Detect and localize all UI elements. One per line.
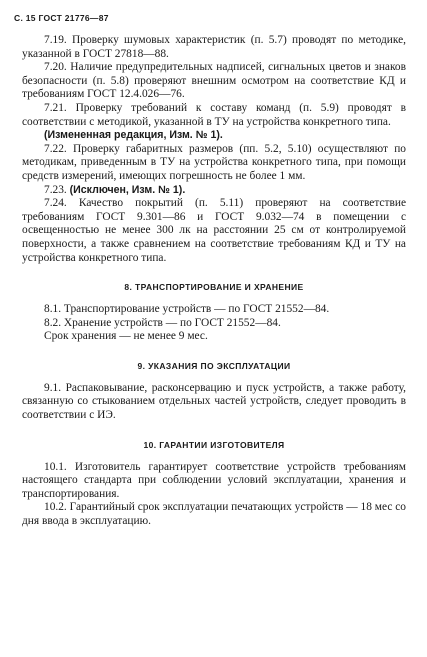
paragraph-10-1: 10.1. Изготовитель гарантирует соответствие устройств требованиям настоящего стандарта при соблюдении условий эксплуатации, хранения и транспортирования. bbox=[22, 460, 406, 500]
paragraph-7-22: 7.22. Проверку габаритных размеров (пп. 5.2, 5.10) осуществляют по методикам, приведенным в ТУ на устройства конкретного типа, при помощи средств измерений, имеющих погрешность не более 1 мм. bbox=[22, 142, 406, 182]
paragraph-9-1: 9.1. Распаковывание, расконсервацию и пуск устройств, а также работу, связанную со стыкованием отдельных частей устройств, следует проводить в соответствии с ИЭ. bbox=[22, 381, 406, 422]
paragraph-7-23-note: (Исключен, Изм. № 1). bbox=[69, 183, 186, 196]
amendment-note: (Измененная редакция, Изм. № 1). bbox=[44, 129, 223, 142]
section-10-title: 10. ГАРАНТИИ ИЗГОТОВИТЕЛЯ bbox=[143, 439, 285, 450]
paragraph-7-21: 7.21. Проверку требований к составу команд (п. 5.9) проводят в соответствии с методикой, указанной в ТУ на устройства конкретного типа. bbox=[22, 101, 406, 128]
paragraph-10-2: 10.2. Гарантийный срок эксплуатации печатающих устройств — 18 мес со дня ввода в эксплуатацию. bbox=[22, 501, 406, 528]
paragraph-8-1: 8.1. Транспортирование устройств — по ГОСТ 21552—84. bbox=[44, 303, 330, 316]
paragraph-7-23-number: 7.23. bbox=[44, 183, 67, 196]
storage-term: Срок хранения — не менее 9 мес. bbox=[44, 330, 208, 343]
paragraph-7-23 bbox=[22, 184, 406, 198]
paragraph-7-19: 7.19. Проверку шумовых характеристик (п. 5.7) проводят по методике, указанной в ГОСТ 27818—88. bbox=[22, 34, 406, 60]
page-content bbox=[22, 34, 406, 529]
paragraph-7-24: 7.24. Качество покрытий (п. 5.11) проверяют на соответствие требованиям ГОСТ 9.301—86 и ГОСТ 9.032—74 в помещении с освещенностью не менее 300 лк на расстоянии 25 см от контролируемой поверхности, а также сравнением на соответствие требованиям КД и ТУ на устройства конкретного типа. bbox=[22, 197, 406, 264]
paragraph-8-2: 8.2. Хранение устройств — по ГОСТ 21552—84. bbox=[44, 316, 281, 329]
section-9-title: 9. УКАЗАНИЯ ПО ЭКСПЛУАТАЦИИ bbox=[137, 360, 291, 371]
section-8-title: 8. ТРАНСПОРТИРОВАНИЕ И ХРАНЕНИЕ bbox=[124, 282, 304, 293]
paragraph-7-20: 7.20. Наличие предупредительных надписей, сигнальных цветов и знаков безопасности (п. 5.8) проверяют внешним осмотром на соответствие КД и требованиям ГОСТ 12.4.026—76. bbox=[22, 61, 406, 101]
page-header: С. 15 ГОСТ 21776—87 bbox=[14, 13, 109, 23]
